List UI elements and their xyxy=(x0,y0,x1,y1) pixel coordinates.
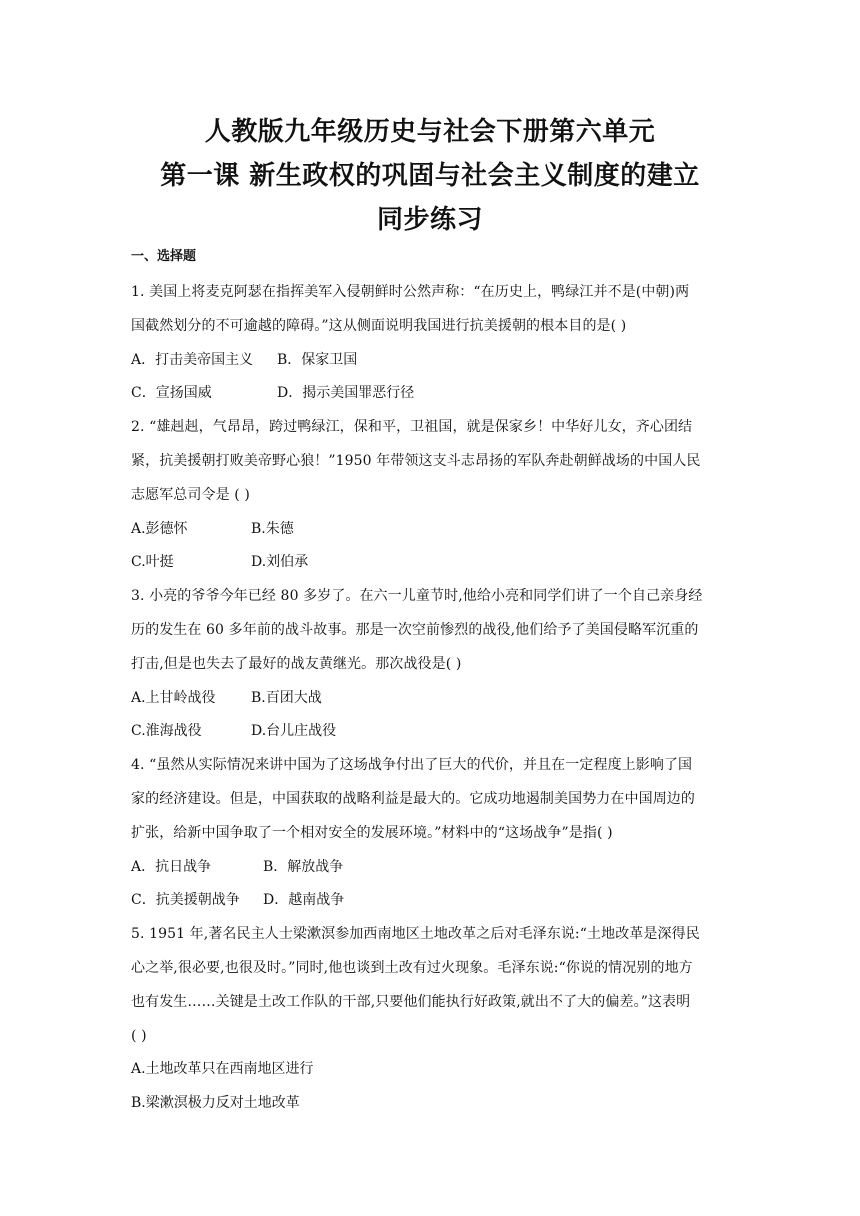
options-row xyxy=(131,715,731,749)
question-5 xyxy=(131,918,731,1121)
option-c: C．抗美援朝战争 xyxy=(131,892,240,909)
question-text-line: 5. 1951 年,著名民主人士梁漱溟参加西南地区土地改革之后对毛泽东说:“土地改革是深得民 xyxy=(131,926,700,943)
content-area xyxy=(131,244,731,1121)
option-a: A.上甘岭战役 xyxy=(131,689,216,706)
question-text-line: 国截然划分的不可逾越的障碍。”这从侧面说明我国进行抗美援朝的根本目的是( ) xyxy=(131,317,627,334)
options-row xyxy=(131,851,731,885)
option-d: D．揭示美国罪恶行径 xyxy=(277,385,415,402)
option-a: A．抗日战争 xyxy=(131,858,212,875)
option-b: B．保家卫国 xyxy=(277,351,358,368)
option-d: D.刘伯承 xyxy=(251,554,309,571)
option-d: D．越南战争 xyxy=(263,892,345,909)
options-row xyxy=(131,1053,731,1087)
question-text-line: 1. 美国上将麦克阿瑟在指挥美军入侵朝鲜时公然声称：“在历史上，鸭绿江并不是(中朝)两 xyxy=(131,284,690,300)
question-text-line: ( ) xyxy=(131,1027,147,1044)
question-1 xyxy=(131,276,731,411)
question-4 xyxy=(131,749,731,918)
question-text-line: 志愿军总司令是 ( ) xyxy=(131,486,250,503)
title-block xyxy=(0,110,860,242)
option-c: C.淮海战役 xyxy=(131,723,202,740)
question-2 xyxy=(131,411,731,580)
option-a: A．打击美帝国主义 xyxy=(131,351,254,368)
section-heading: 一、选择题 xyxy=(131,249,197,264)
question-text-line: 打击,但是也失去了最好的战友黄继光。那次战役是( ) xyxy=(131,655,462,672)
option-b: B.梁漱溟极力反对土地改革 xyxy=(131,1095,300,1112)
option-a: A.彭德怀 xyxy=(131,520,188,537)
option-a: A.土地改革只在西南地区进行 xyxy=(131,1061,314,1078)
options-row xyxy=(131,513,731,547)
question-text-line: 紧，抗美援朝打败美帝野心狼！”1950 年带领这支斗志昂扬的军队奔赴朝鲜战场的中国人民 xyxy=(131,452,701,469)
question-text-line: 4. “虽然从实际情况来讲中国为了这场战争付出了巨大的代价，并且在一定程度上影响了国 xyxy=(131,757,693,774)
option-b: B．解放战争 xyxy=(263,858,344,875)
option-c: C.叶挺 xyxy=(131,554,174,571)
options-row xyxy=(131,377,731,411)
question-text-line: 心之举,很必要,也很及时。”同时,他也谈到土改有过火现象。毛泽东说:“你说的情况别的地方 xyxy=(131,959,693,976)
question-3 xyxy=(131,580,731,749)
options-row xyxy=(131,682,731,716)
option-b: B.百团大战 xyxy=(251,689,322,706)
option-d: D.台儿庄战役 xyxy=(251,723,337,740)
title-line-2: 第一课 新生政权的巩固与社会主义制度的建立 xyxy=(160,161,700,191)
question-text-line: 3. 小亮的爷爷今年已经 80 多岁了。在六一儿童节时,他给小亮和同学们讲了一个自己亲身经 xyxy=(131,588,703,605)
question-text-line: 也有发生……关键是土改工作队的干部,只要他们能执行好政策,就出不了大的偏差。”这表明 xyxy=(131,993,691,1010)
question-text-line: 历的发生在 60 多年前的战斗故事。那是一次空前惨烈的战役,他们给予了美国侵略军沉重的 xyxy=(131,621,699,638)
question-text-line: 家的经济建设。但是，中国获取的战略利益是最大的。它成功地遏制美国势力在中国周边的 xyxy=(131,790,695,807)
title-line-1: 人教版九年级历史与社会下册第六单元 xyxy=(204,117,656,147)
options-row xyxy=(131,344,731,378)
question-text-line: 2. “雄赳赳，气昂昂，跨过鸭绿江，保和平，卫祖国，就是保家乡！中华好儿女，齐心团结 xyxy=(131,419,693,436)
options-row xyxy=(131,546,731,580)
title-line-3: 同步练习 xyxy=(376,205,483,235)
options-row xyxy=(131,1087,731,1121)
option-c: C．宣扬国威 xyxy=(131,385,212,402)
option-b: B.朱德 xyxy=(251,520,294,537)
question-text-line: 扩张，给新中国争取了一个相对安全的发展环境。”材料中的“这场战争”是指( ) xyxy=(131,824,613,841)
options-row xyxy=(131,884,731,918)
